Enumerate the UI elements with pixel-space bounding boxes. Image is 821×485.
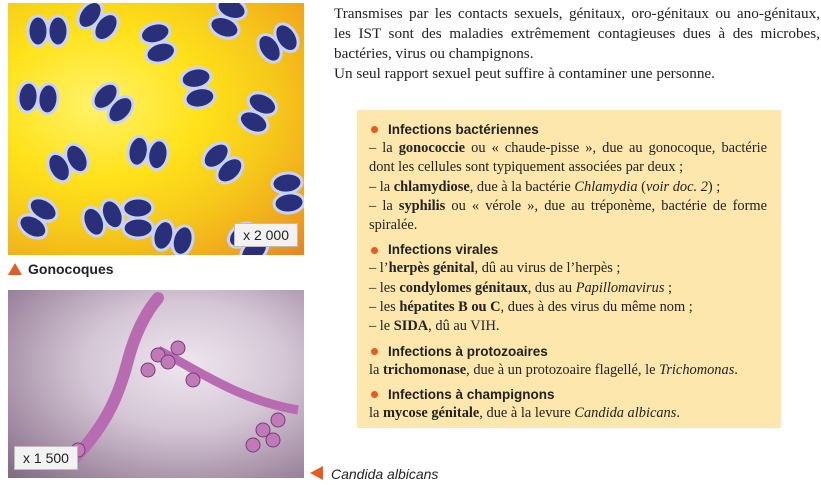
section-viral-title xyxy=(369,240,767,259)
list-item: – les condylomes génitaux, dus au Papillomavirus ; xyxy=(369,279,673,296)
section-fungal-title-text: Infections à champignons xyxy=(388,386,555,402)
term-trichomonase: trichomonase xyxy=(382,361,467,378)
intro-text xyxy=(334,4,820,84)
list-item: – le SIDA, dû au VIH. xyxy=(369,318,500,335)
term-sida: SIDA xyxy=(393,318,429,335)
list-item: – les hépatites B ou C, dues à des virus du même nom ; xyxy=(369,299,693,316)
term-herpes: herpès génital xyxy=(388,260,475,277)
bullet-icon xyxy=(371,391,378,398)
gonococcus-caption-text: Gonocoques xyxy=(28,261,114,277)
magnification-label-gonococcus: x 2 000 xyxy=(234,223,298,247)
section-viral xyxy=(369,240,767,336)
list-item: – la syphilis ou « vérole », due au tréponème, bactérie de forme spiralée. xyxy=(369,197,767,234)
section-fungal-title xyxy=(369,385,767,404)
section-bacterial xyxy=(369,120,767,235)
candida-micrograph xyxy=(8,290,304,478)
term-hepatites: hépatites B ou C xyxy=(399,299,501,316)
gonococcus-cells-illustration xyxy=(8,3,304,255)
term-chlamydiose: chlamydiose xyxy=(393,178,470,195)
term-gonococcie: gonococcie xyxy=(398,140,466,156)
section-bacterial-title xyxy=(369,120,767,139)
section-protozoa xyxy=(369,342,767,380)
bullet-icon xyxy=(371,126,378,133)
section-viral-title-text: Infections virales xyxy=(388,242,499,258)
triangle-up-icon xyxy=(8,263,22,275)
term-syphilis: syphilis xyxy=(398,197,446,214)
section-bacterial-title-text: Infections bactériennes xyxy=(388,122,539,137)
magnification-label-candida: x 1 500 xyxy=(14,446,78,470)
list-item: – l’herpès génital, dû au virus de l’herpès ; xyxy=(369,260,621,277)
section-fungal xyxy=(369,385,767,423)
section-protozoa-title xyxy=(369,342,767,361)
bullet-icon xyxy=(371,348,378,355)
ist-info-box xyxy=(357,110,781,428)
list-item: la mycose génitale, due à la levure Candida albicans. xyxy=(369,404,680,421)
term-condylomes: condylomes génitaux xyxy=(399,279,528,296)
candida-caption-text: Candida albicans xyxy=(331,466,439,482)
intro-paragraph-2: Un seul rapport sexuel peut suffire à contaminer une personne. xyxy=(334,65,715,82)
candida-caption xyxy=(310,466,438,482)
gonococcus-micrograph xyxy=(8,3,304,255)
gonococcus-caption xyxy=(8,261,114,277)
list-item: – la chlamydiose, due à la bactérie Chlamydia (voir doc. 2) ; xyxy=(369,178,721,195)
section-protozoa-title-text: Infections à protozoaires xyxy=(388,343,548,359)
list-item: la trichomonase, due à un protozoaire flagellé, le Trichomonas. xyxy=(369,361,738,378)
intro-paragraph-1: Transmises par les contacts sexuels, génitaux, oro-génitaux ou ano-génitaux, les IST sont des maladies extrêmement contagieuses dues à des microbes, bactéries, virus ou champignons. xyxy=(334,5,820,62)
term-mycose: mycose génitale xyxy=(382,404,480,421)
list-item: – la gonococcie ou « chaude-pisse », due au gonocoque, bactérie dont les cellules sont typiquement associées par deux ; xyxy=(369,140,767,176)
triangle-left-icon xyxy=(310,466,323,480)
bullet-icon xyxy=(371,247,378,254)
